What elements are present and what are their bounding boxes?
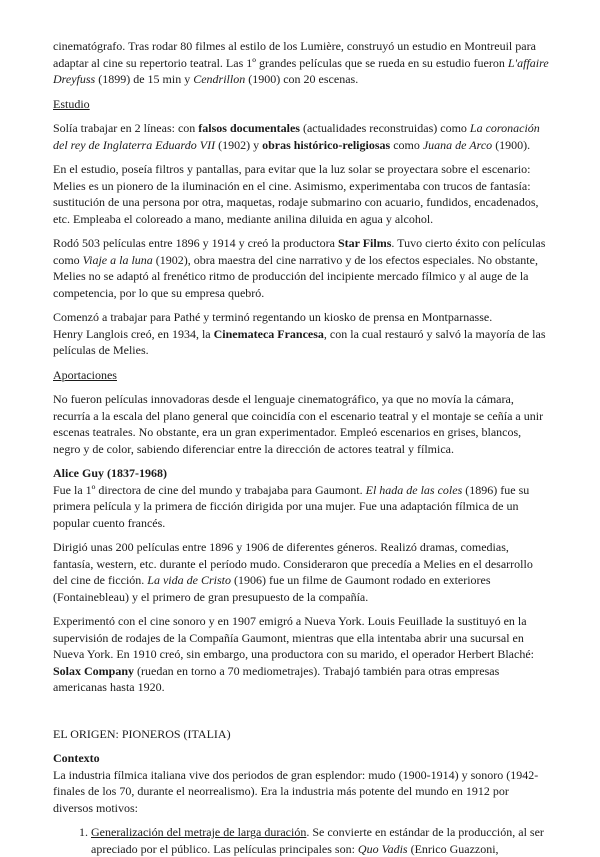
heading-estudio: Estudio: [53, 96, 90, 111]
heading-contexto: Contexto: [53, 751, 100, 765]
paragraph-estudio: En el estudio, poseía filtros y pantallas, para evitar que la luz solar se proyectara sobre el escenario: Melies es un pionero de la iluminación en el cine. Asimismo, experimentaba con trucos de fantasía: sustitución de una persona por otra, maquetas, rodaje submarino con acuario, fundidos, encadenados, etc. Empleaba el coloreado a mano, mediante anilina diluida en agua y alcohol.: [53, 162, 539, 226]
film-title: Quo Vadis: [357, 841, 408, 856]
paragraph-alice-2: Dirigió unas 200 películas entre 1896 y 1906 de diferentes géneros. Realizó dramas, comedias, fantasía, western, etc. durante el período mudo. Consideraron que precedía a Melies en el desarrollo del cine de ficción. La vida de Cristo (1906) fue un filme de Gaumont rodado en exteriores (Fontainebleau) y el primero de gran presupuesto de la compañía.: [53, 540, 533, 604]
document-body: [53, 38, 550, 857]
bold-term: falsos documentales: [198, 121, 300, 135]
bold-term: obras histórico-religiosas: [262, 137, 391, 152]
paragraph-rodo: Rodó 503 películas entre 1896 y 1914 y creó la productora Star Films. Tuvo cierto éxito con películas como Viaje a la luna (1902), obra maestra del cine narrativo y de los efectos especiales. No obstante, Melies no se adaptó al frenético ritmo de producción del incipiente mercado fílmico y al auge de la competencia, por lo que su empresa quebró.: [53, 236, 546, 300]
paragraph-aportaciones: No fueron películas innovadoras desde el lenguaje cinematográfico, ya que no movía la cámara, recurría a la escala del plano general que coincidía con el escenario teatral y el montaje se ceñía a unir escenas teatrales. No obstante, era un gran experimentador. Empleó escenarios en grises, blancos, negro y de color, sabiendo diferenciar entre la dirección de actores teatral y fílmica.: [53, 392, 544, 456]
film-title: Viaje a la luna: [82, 252, 153, 267]
film-title: El hada de las coles: [365, 482, 463, 497]
film-title: La coronación del rey de Inglaterra Eduardo VII: [53, 121, 540, 152]
heading-alice-guy: Alice Guy (1837-1968): [53, 466, 167, 480]
film-title: La vida de Cristo: [147, 573, 231, 587]
paragraph-pathe: Comenzó a trabajar para Pathé y terminó regentando un kiosko de prensa en Montparnasse. Henry Langlois creó, en 1934, la Cinemateca Francesa, con la cual restauró y salvó la mayoría de las películas de Melies.: [53, 310, 546, 357]
intro-paragraph: cinematógrafo. Tras rodar 80 filmes al estilo de los Lumière, construyó un estudio en Montreuil para adaptar al cine su repertorio teatral. Las 1º grandes películas que se rueda en su estudio fueron L'affaire Dreyfuss (1899) de 15 min y Cendrillon (1900) con 20 escenas.: [53, 39, 549, 86]
heading-aportaciones: Aportaciones: [53, 367, 117, 382]
paragraph-contexto: La industria fílmica italiana vive dos periodos de gran esplendor: mudo (1900-1914) y sonoro (1942-finales de los 70, durante el neorrealismo). Era la industria más potente del mundo en 1912 por diversos motivos:: [53, 767, 539, 815]
paragraph-alice-3: Experimentó con el cine sonoro y en 1907 emigró a Nueva York. Louis Feuillade la sustituyó en la supervisión de rodajes de la Compañía Gaumont, mientras que ella intentaba abrir una sucursal en Nueva York. En 1910 creó, sin embargo, una productora con su marido, el operador Herbert Blaché: Solax Company (ruedan en torno a 70 mediometrajes). Trabajó también para otras empresas americanas hasta 1920.: [53, 614, 534, 694]
paragraph-alice-1: Fue la 1º directora de cine del mundo y trabajaba para Gaumont. El hada de las coles (1896) fue su primera película y la primera de ficción dirigida por una mujer. Fue una adaptación fílmica de un popular cuento francés.: [53, 482, 530, 530]
bold-term: Solax Company: [53, 663, 135, 678]
film-title: Cendrillon: [193, 72, 246, 86]
numbered-list: [53, 824, 550, 857]
underlined-term: Generalización del metraje de larga duración: [91, 825, 307, 839]
list-item: 1. Generalización del metraje de larga duración. Se convierte en estándar de la producción, al ser apreciado por el público. Las películas principales son: Quo Vadis (Enrico Guazzoni,: [91, 824, 550, 857]
section-title-origen: EL ORIGEN: PIONEROS (ITALIA): [53, 726, 231, 741]
bold-term: Cinemateca Francesa: [213, 326, 324, 341]
film-title: Juana de Arco: [422, 137, 493, 152]
film-title: L'affaire Dreyfuss: [53, 55, 549, 86]
bold-term: Star Films: [337, 236, 392, 250]
paragraph-lineas: Solía trabajar en 2 líneas: con falsos documentales (actualidades reconstruidas) como La coronación del rey de Inglaterra Eduardo VII (1902) y obras histórico-religiosas como Juana de Arco (1900).: [53, 121, 540, 152]
